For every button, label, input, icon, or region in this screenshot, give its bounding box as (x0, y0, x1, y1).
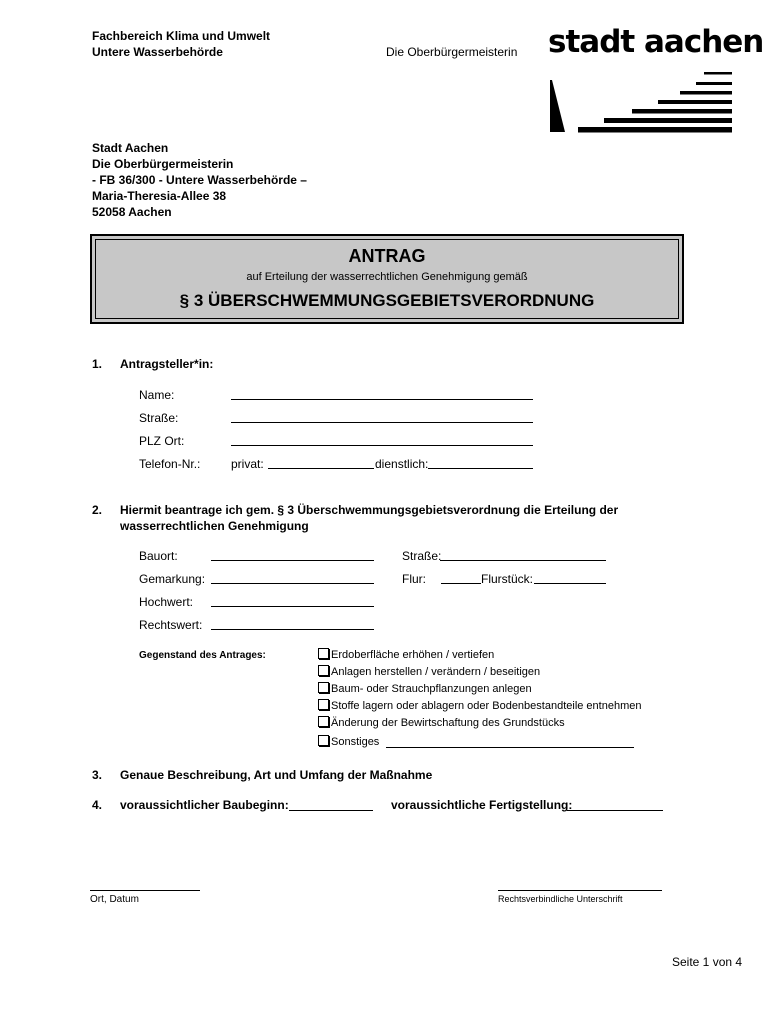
section-1-number: 1. (92, 357, 103, 371)
checkbox[interactable] (318, 716, 329, 727)
logo-text: stadt aachen (548, 24, 764, 60)
checkbox[interactable] (318, 699, 329, 710)
rechtswert-label: Rechtswert: (139, 618, 203, 632)
option-installations[interactable]: Anlagen herstellen / verändern / beseitigen (318, 665, 540, 678)
plz-label: PLZ Ort: (139, 434, 185, 448)
gemarkung-label: Gemarkung: (139, 572, 206, 586)
mayor-label: Die Oberbürgermeisterin (386, 45, 518, 59)
phone-label: Telefon-Nr.: (139, 457, 201, 471)
department-subunit: Untere Wasserbehörde (92, 45, 223, 59)
section-2-number: 2. (92, 503, 103, 517)
title-main: § 3 ÜBERSCHWEMMUNGSGEBIETSVERORDNUNG (179, 291, 595, 310)
phone-private-field[interactable] (268, 468, 374, 469)
street-field[interactable] (231, 422, 533, 423)
checkbox[interactable] (318, 682, 329, 693)
checkbox[interactable] (318, 735, 329, 746)
flur-field[interactable] (441, 583, 481, 584)
option-storage[interactable]: Stoffe lagern oder ablagern oder Bodenbestandteile entnehmen (318, 699, 641, 712)
construction-start-field[interactable] (289, 810, 373, 811)
option-raise-lower[interactable]: Erdoberfläche erhöhen / vertiefen (318, 648, 494, 661)
department-name: Fachbereich Klima und Umwelt (92, 29, 271, 43)
section-3-number: 3. (92, 768, 103, 782)
checkbox[interactable] (318, 665, 329, 676)
flur-label: Flur: (402, 572, 426, 586)
stadt-aachen-logo (548, 24, 764, 136)
place-date-label: Ort, Datum (90, 894, 139, 905)
hochwert-label: Hochwert: (139, 595, 194, 609)
phone-private-label: privat: (231, 457, 264, 471)
phone-business-label: dienstlich: (375, 457, 429, 471)
section-2-text-line2: wasserrechtlichen Genehmigung (120, 519, 309, 533)
address-line-2: Die Oberbürgermeisterin (92, 157, 234, 171)
gemarkung-field[interactable] (211, 583, 374, 584)
other-field[interactable] (386, 747, 634, 748)
bauort-label: Bauort: (139, 549, 178, 563)
flurstueck-label: Flurstück: (481, 572, 534, 586)
address-line-1: Stadt Aachen (92, 141, 169, 155)
rechtswert-field[interactable] (211, 629, 374, 630)
place-date-field[interactable] (90, 890, 200, 891)
flurstueck-field[interactable] (534, 583, 606, 584)
signature-field[interactable] (498, 890, 662, 891)
section-1-label: Antragsteller*in: (120, 357, 214, 371)
strasse-label: Straße: (402, 549, 442, 563)
signature-label: Rechtsverbindliche Unterschrift (498, 894, 623, 904)
subject-label: Gegenstand des Antrages: (139, 650, 266, 661)
construction-start-label: voraussichtlicher Baubeginn: (120, 798, 289, 812)
street-label: Straße: (139, 411, 179, 425)
bauort-field[interactable] (211, 560, 374, 561)
address-line-3: - FB 36/300 - Untere Wasserbehörde – (92, 173, 307, 187)
page-number: Seite 1 von 4 (672, 955, 743, 969)
completion-field[interactable] (567, 810, 663, 811)
strasse-field[interactable] (440, 560, 606, 561)
option-other[interactable]: Sonstiges (318, 735, 379, 748)
title-box (90, 234, 684, 324)
plz-field[interactable] (231, 445, 533, 446)
section-2-text-line1: Hiermit beantrage ich gem. § 3 Überschwemmungsgebietsverordnung die Erteilung der (120, 503, 619, 517)
logo-graphic (548, 24, 738, 136)
option-plantings[interactable]: Baum- oder Strauchpflanzungen anlegen (318, 682, 532, 695)
completion-label: voraussichtliche Fertigstellung: (391, 798, 573, 812)
checkbox[interactable] (318, 648, 329, 659)
address-line-4: Maria-Theresia-Allee 38 (92, 189, 227, 203)
section-3-label: Genaue Beschreibung, Art und Umfang der Maßnahme (120, 768, 433, 782)
hochwert-field[interactable] (211, 606, 374, 607)
address-line-5: 52058 Aachen (92, 205, 172, 219)
phone-business-field[interactable] (428, 468, 533, 469)
section-4-number: 4. (92, 798, 103, 812)
name-field[interactable] (231, 399, 533, 400)
name-label: Name: (139, 388, 175, 402)
option-management-change[interactable]: Änderung der Bewirtschaftung des Grundstücks (318, 716, 565, 729)
title-heading: ANTRAG (348, 246, 426, 266)
title-subtitle: auf Erteilung der wasserrechtlichen Genehmigung gemäß (246, 271, 528, 283)
